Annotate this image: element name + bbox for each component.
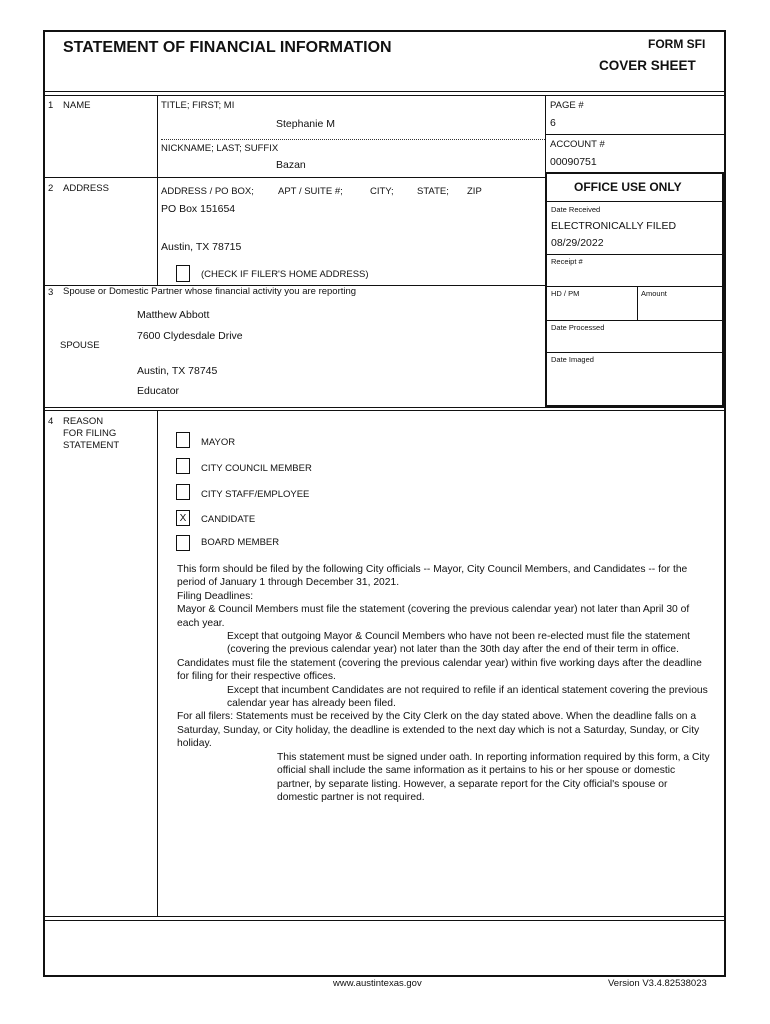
candidate-checkbox[interactable]: X xyxy=(176,510,190,526)
reason-label-line1: REASON xyxy=(63,416,104,427)
date-received-label: Date Received xyxy=(551,205,601,214)
office-divider-3 xyxy=(546,286,723,287)
instruction-all-filers: For all filers: Statements must be received by the City Clerk on the day stated above. When the deadline falls on a Saturday, Sunday, or City holiday, the deadline is extended to the next day which is not a Saturday, Sunday, or City holiday. xyxy=(177,711,700,750)
home-address-label: (CHECK IF FILER'S HOME ADDRESS) xyxy=(201,269,369,280)
reason-label-line2: FOR FILING xyxy=(63,428,117,439)
header-divider-2 xyxy=(43,95,726,96)
page-number-label: PAGE # xyxy=(550,100,584,111)
account-number-label: ACCOUNT # xyxy=(550,139,605,150)
page-number-value: 6 xyxy=(550,117,556,129)
board-member-checkbox[interactable] xyxy=(176,535,190,551)
footer-website: www.austintexas.gov xyxy=(333,978,422,989)
footer-version: Version V3.4.82538023 xyxy=(608,978,707,989)
city-staff-employee-checkbox[interactable] xyxy=(176,484,190,500)
filed-status: ELECTRONICALLY FILED xyxy=(551,220,677,232)
header-divider xyxy=(43,91,726,92)
instruction-intro: This form should be filed by the following City officials -- Mayor, City Council Members, and Candidates -- for the period of January 1 through December 31, 2021. xyxy=(177,564,688,589)
address-header: ADDRESS / PO BOX; xyxy=(161,186,254,197)
title-first-mi-label: TITLE; FIRST; MI xyxy=(161,100,235,111)
nickname-last-suffix-label: NICKNAME; LAST; SUFFIX xyxy=(161,143,279,154)
office-divider-1 xyxy=(546,201,723,202)
spouse-city: Austin, TX 78745 xyxy=(137,365,218,377)
board-member-label: BOARD MEMBER xyxy=(201,537,280,548)
zip-header: ZIP xyxy=(467,186,482,197)
bottom-divider-2 xyxy=(43,920,726,921)
instruction-mayor-council: Mayor & Council Members must file the statement (covering the previous calendar year) not later than April 30 of each year. xyxy=(177,604,690,629)
section2-divider xyxy=(43,177,545,178)
city-header: CITY; xyxy=(370,186,394,197)
candidate-label: CANDIDATE xyxy=(201,514,256,525)
section4-label xyxy=(63,416,119,452)
state-header: STATE; xyxy=(417,186,449,197)
office-divider-2 xyxy=(546,254,723,255)
instruction-oath: This statement must be signed under oath. In reporting information required by this form, a City official shall include the same information as it pertains to his or her spouse or domestic partner, by separate listing. However, a separate report for the City official's spouse or domestic partner is not required. xyxy=(277,751,710,803)
section1-number: 1 xyxy=(48,100,54,111)
hdpm-amount-divider xyxy=(637,286,638,320)
instruction-candidates: Candidates must file the statement (covering the previous calendar year) within five working days after the deadline for filing for their respective offices. xyxy=(177,657,702,683)
section4-divider-2 xyxy=(43,410,726,411)
form-id: FORM SFI xyxy=(648,37,706,51)
city-council-member-label: CITY COUNCIL MEMBER xyxy=(201,463,312,474)
spouse-label: SPOUSE xyxy=(60,340,100,351)
section1-label: NAME xyxy=(63,100,91,111)
instruction-outgoing: Except that outgoing Mayor & Council Members who have not been re-elected must file the statement (covering the previous calendar year) not later than the 30th day after the end of their term in office. xyxy=(227,631,691,656)
cover-sheet-label: COVER SHEET xyxy=(599,58,696,73)
nickname-last-suffix-value: Bazan xyxy=(276,159,306,171)
section4-number: 4 xyxy=(48,416,54,427)
section2-label: ADDRESS xyxy=(63,183,109,194)
amount-label: Amount xyxy=(641,289,667,298)
form-title: STATEMENT OF FINANCIAL INFORMATION xyxy=(63,39,392,56)
apt-header: APT / SUITE #; xyxy=(278,186,343,197)
mayor-label: MAYOR xyxy=(201,437,236,448)
section3-number: 3 xyxy=(48,287,54,298)
city-council-member-checkbox[interactable] xyxy=(176,458,190,474)
title-first-mi-value: Stephanie M xyxy=(276,118,335,130)
hdpm-label: HD / PM xyxy=(551,289,580,298)
name-separator xyxy=(161,139,545,140)
office-divider-5 xyxy=(546,352,723,353)
mayor-checkbox[interactable] xyxy=(176,432,190,448)
home-address-checkbox[interactable] xyxy=(176,265,190,282)
account-number-value: 00090751 xyxy=(550,156,597,168)
bottom-divider xyxy=(43,916,726,917)
section4-column-divider xyxy=(157,410,158,916)
instruction-incumbent: Except that incumbent Candidates are not required to refile if an identical statement covering the previous calendar year has already been filed. xyxy=(227,684,708,710)
date-processed-label: Date Processed xyxy=(551,323,605,332)
section3-label: Spouse or Domestic Partner whose financial activity you are reporting xyxy=(63,286,357,297)
city-staff-employee-label: CITY STAFF/EMPLOYEE xyxy=(201,489,310,500)
address-line2: Austin, TX 78715 xyxy=(161,241,242,253)
section4-divider xyxy=(43,407,726,408)
section-divider-v xyxy=(157,95,158,285)
filed-date: 08/29/2022 xyxy=(551,237,604,249)
page-account-divider xyxy=(545,134,726,135)
section2-number: 2 xyxy=(48,183,54,194)
reason-label-line3: STATEMENT xyxy=(63,440,120,451)
spouse-occupation: Educator xyxy=(137,385,180,397)
address-line1: PO Box 151654 xyxy=(161,203,236,215)
date-imaged-label: Date Imaged xyxy=(551,355,594,364)
office-use-title: OFFICE USE ONLY xyxy=(574,180,682,194)
office-divider-4 xyxy=(546,320,723,321)
instruction-deadlines-heading: Filing Deadlines: xyxy=(177,590,254,602)
spouse-street: 7600 Clydesdale Drive xyxy=(137,330,243,342)
spouse-name: Matthew Abbott xyxy=(137,309,210,321)
receipt-label: Receipt # xyxy=(551,257,583,266)
filing-instructions xyxy=(177,563,710,804)
